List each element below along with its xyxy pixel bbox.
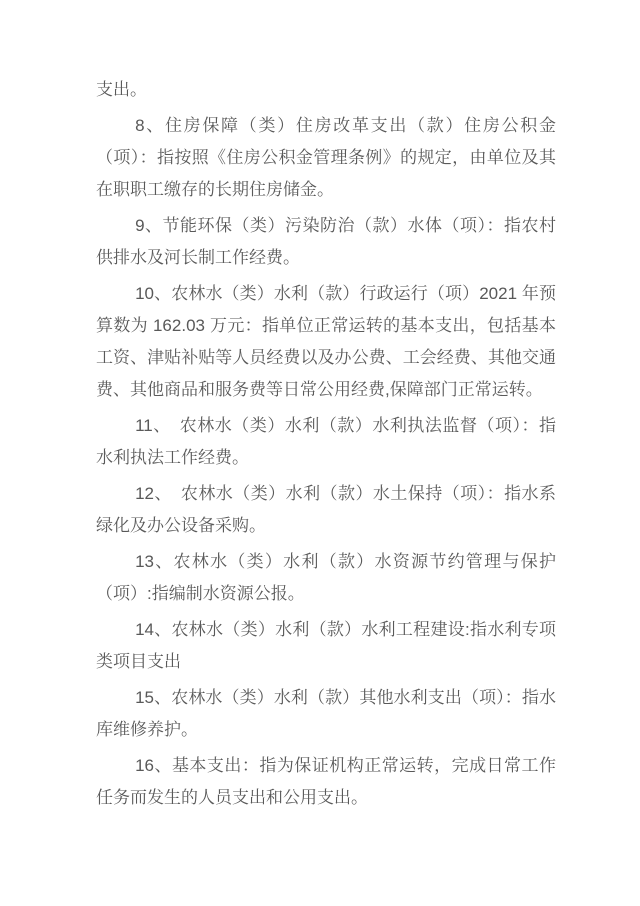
paragraph-continuation: 支出。 [96,80,147,99]
paragraph-item-14: 14、农林水（类）水利（款）水利工程建设:指水利专项类项目支出 [96,620,556,671]
paragraph-item-10: 10、农林水（类）水利（款）行政运行（项）2021 年预算数为 162.03 万元：指单位正常运转的基本支出，包括基本工资、津贴补贴等人员经费以及办公费、工会经费、其他交通费、其他商品和服务费等日常公用经费,保障部门正常运转。 [96,284,556,399]
paragraph-item-13: 13、农林水（类）水利（款）水资源节约管理与保护（项）:指编制水资源公报。 [96,552,556,603]
paragraph-item-16: 16、基本支出：指为保证机构正常运转，完成日常工作任务而发生的人员支出和公用支出。 [96,756,556,807]
paragraph-item-8: 8、住房保障（类）住房改革支出（款）住房公积金（项）：指按照《住房公积金管理条例》的规定，由单位及其在职职工缴存的长期住房储金。 [96,116,556,199]
paragraph-item-9: 9、节能环保（类）污染防治（款）水体（项）：指农村供排水及河长制工作经费。 [96,216,556,267]
paragraph-item-15: 15、农林水（类）水利（款）其他水利支出（项）：指水库维修养护。 [96,688,556,739]
paragraph-item-11: 11、 农林水（类）水利（款）水利执法监督（项）：指水利执法工作经费。 [96,416,556,467]
paragraph-item-12: 12、 农林水（类）水利（款）水土保持（项）：指水系绿化及办公设备采购。 [96,484,556,535]
